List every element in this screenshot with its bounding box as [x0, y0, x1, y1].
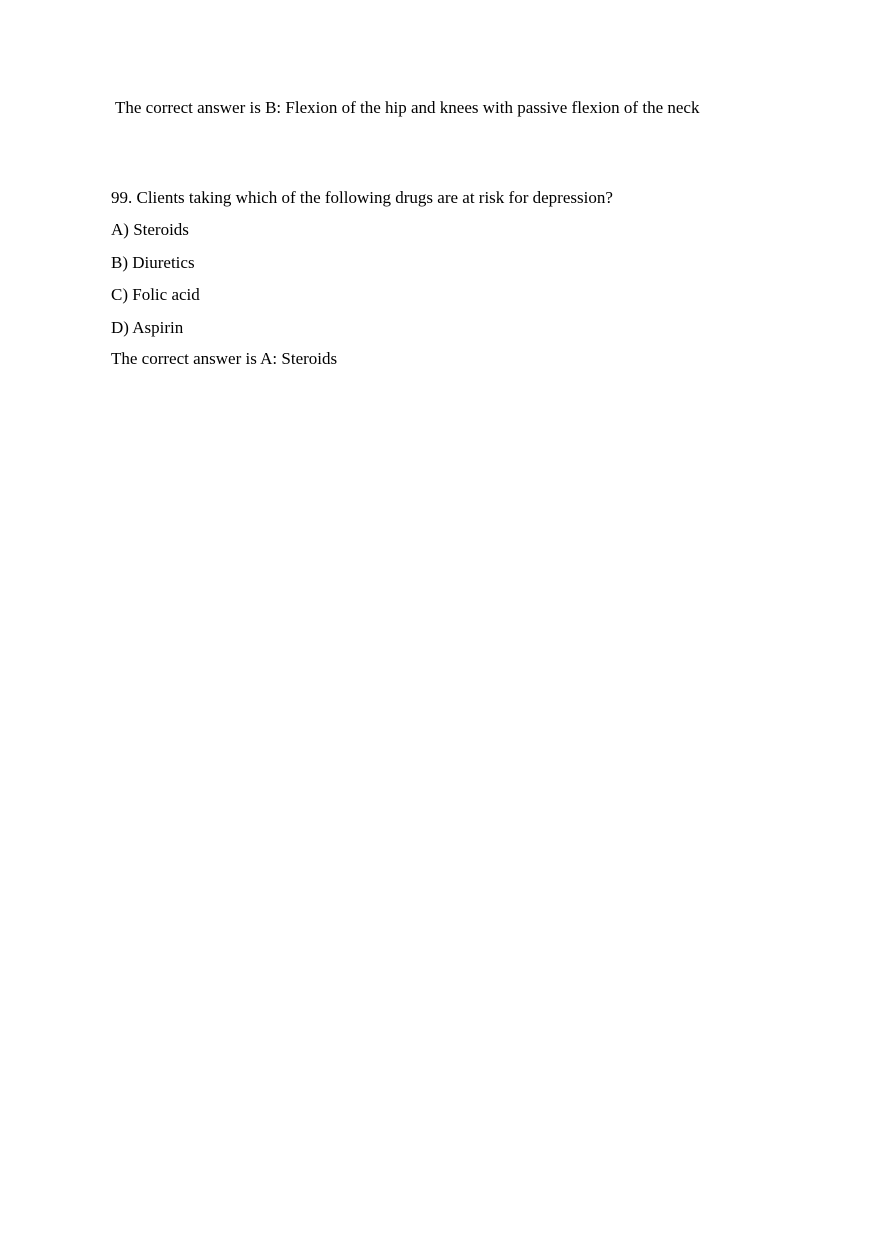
- previous-answer-text: The correct answer is B: Flexion of the hip and knees with passive flexion of the neck: [115, 98, 700, 117]
- correct-answer-text: The correct answer is A: Steroids: [111, 349, 338, 368]
- question-text: 99. Clients taking which of the following drugs are at risk for depression?: [111, 188, 613, 207]
- option-b: B) Diuretics: [111, 253, 195, 272]
- option-a: A) Steroids: [111, 220, 189, 239]
- option-c: C) Folic acid: [111, 285, 200, 304]
- option-d: D) Aspirin: [111, 318, 184, 337]
